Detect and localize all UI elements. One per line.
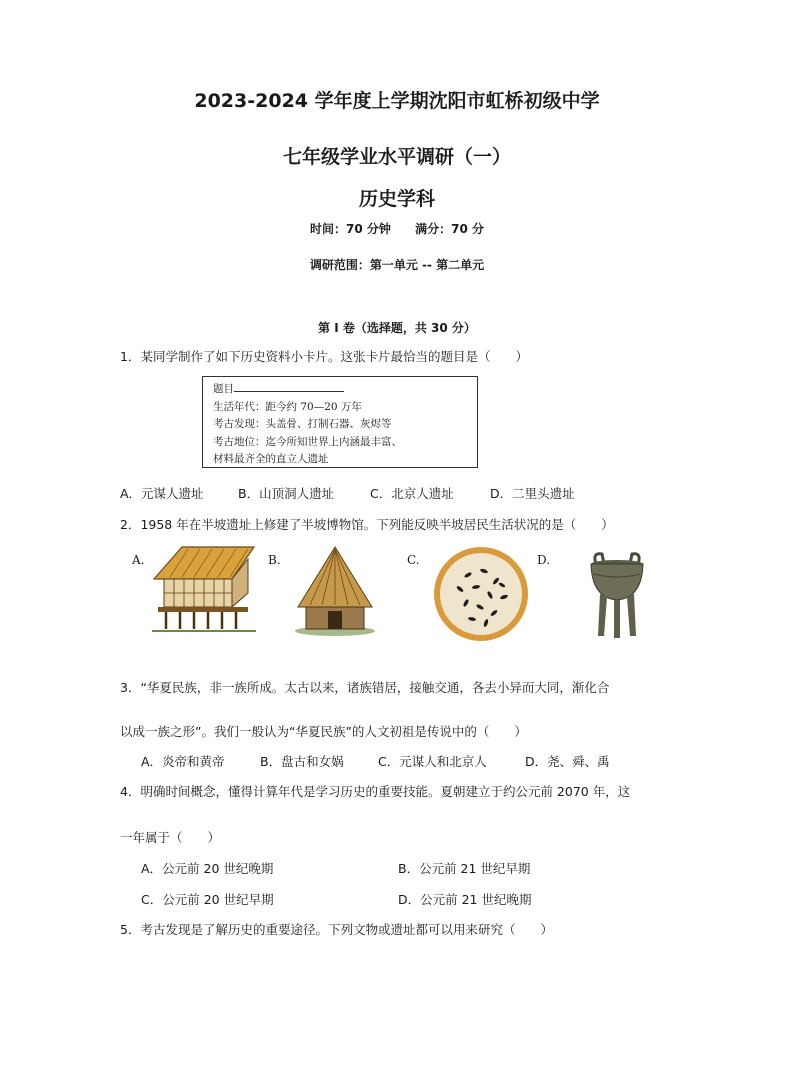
question-2-stem: 2．1958 年在半坡遗址上修建了半坡博物馆。下列能反映半坡居民生活状况的是（ ） — [120, 517, 614, 532]
exam-scope: 调研范围：第一单元 -- 第二单元 — [309, 258, 485, 272]
q4-option-b[interactable]: B．公元前 21 世纪早期 — [398, 861, 531, 876]
q1-option-c[interactable]: C．北京人遗址 — [370, 486, 454, 501]
card-line-status: 考古地位：迄今所知世界上内涵最丰富、 — [213, 435, 402, 448]
question-4-stem-line-2: 一年属于（ ） — [120, 830, 221, 845]
question-5-stem: 5．考古发现是了解历史的重要途径。下列文物或遗址都可以用来研究（ ） — [120, 922, 553, 937]
card-line-findings: 考古发现：头盖骨、打制石器、灰烬等 — [213, 418, 392, 430]
q2-label-a: A. — [132, 553, 145, 567]
q2-image-round-hut[interactable] — [292, 545, 378, 637]
exam-meta — [0, 220, 794, 237]
q3-option-c[interactable]: C．元谋人和北京人 — [378, 754, 487, 769]
exam-score: 满分：70 分 — [415, 222, 484, 236]
card-line-era: 生活年代：距今约 70—20 万年 — [213, 400, 362, 413]
q2-image-stilt-house[interactable] — [148, 545, 260, 633]
q2-label-c: C. — [407, 553, 420, 567]
q3-option-b[interactable]: B．盘古和女娲 — [260, 754, 344, 769]
exam-subtitle: 七年级学业水平调研（一） — [282, 146, 511, 168]
question-4-stem-line-1: 4．明确时间概念，懂得计算年代是学习历史的重要技能。夏朝建立于约公元前 2070 年，这 — [120, 784, 631, 799]
q1-option-d[interactable]: D．二里头遗址 — [490, 486, 575, 501]
q3-option-d[interactable]: D．尧、舜、禹 — [525, 754, 610, 769]
q4-option-a[interactable]: A．公元前 20 世纪晚期 — [141, 861, 274, 876]
q2-image-bronze-ding[interactable] — [582, 550, 652, 640]
q2-label-d: D. — [537, 553, 551, 567]
history-card — [202, 376, 478, 468]
q2-label-b: B. — [268, 553, 281, 567]
question-1-stem: 1．某同学制作了如下历史资料小卡片。这张卡片最恰当的题目是（ ） — [120, 349, 528, 364]
section-heading: 第 I 卷（选择题，共 30 分） — [318, 321, 476, 335]
exam-subject: 历史学科 — [358, 188, 435, 210]
q4-option-c[interactable]: C．公元前 20 世纪早期 — [141, 892, 274, 907]
exam-title: 2023-2024 学年度上学期沈阳市虹桥初级中学 — [194, 90, 600, 112]
card-line-status-2: 材料最齐全的直立人遗址 — [213, 453, 329, 465]
question-3-stem-line-1: 3．“华夏民族，非一族所成。太古以来，诸族错居，接触交通，各去小异而大同，渐化合 — [120, 680, 610, 695]
card-line-title: 题目 — [213, 380, 467, 399]
q3-option-a[interactable]: A．炎帝和黄帝 — [141, 754, 225, 769]
q2-image-grain-plate[interactable] — [432, 545, 530, 643]
q4-option-d[interactable]: D．公元前 21 世纪晚期 — [398, 892, 532, 907]
q1-option-b[interactable]: B．山顶洞人遗址 — [238, 486, 335, 501]
exam-time: 时间：70 分钟 — [310, 222, 391, 236]
q1-option-a[interactable]: A．元谋人遗址 — [120, 486, 204, 501]
title-blank — [234, 380, 344, 392]
question-3-stem-line-2: 以成一族之形”。我们一般认为“华夏民族”的人文初祖是传说中的（ ） — [120, 724, 527, 739]
